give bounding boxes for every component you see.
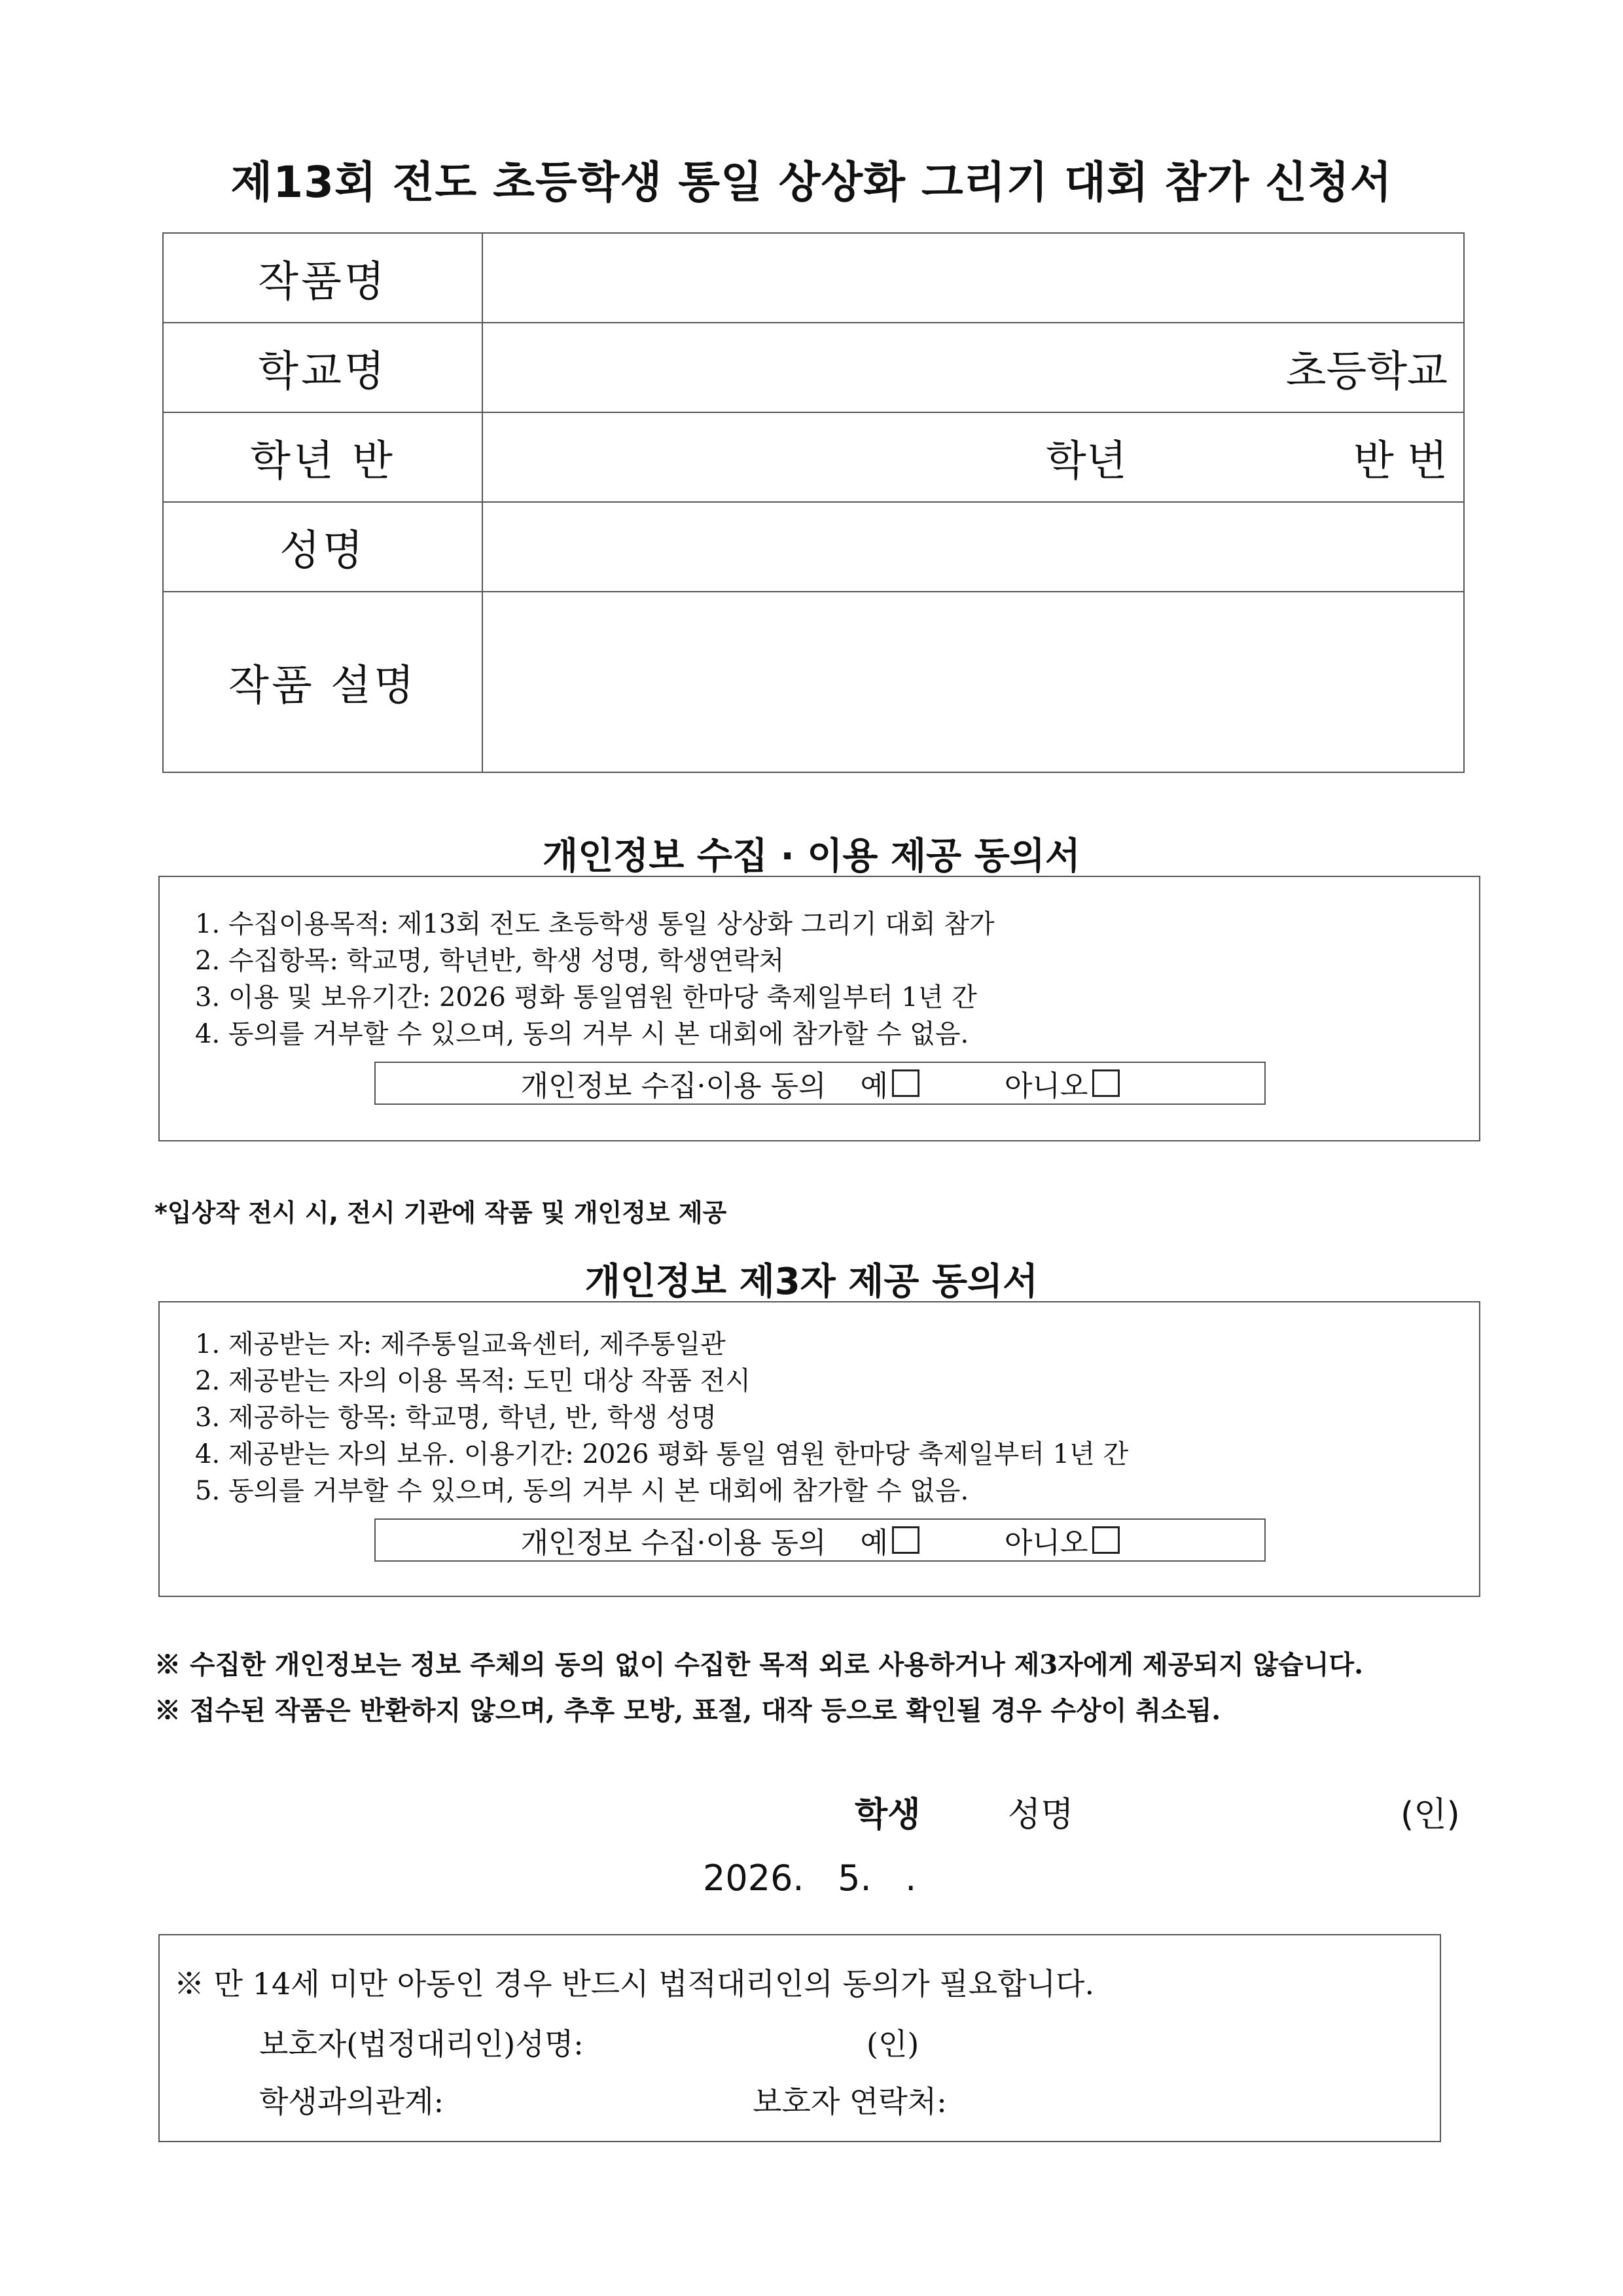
third-party-box xyxy=(158,1301,1480,1597)
list-item: 2. 수집항목: 학교명, 학년반, 학생 성명, 학생연락처 xyxy=(195,946,785,976)
list-item: 4. 동의를 거부할 수 있으며, 동의 거부 시 본 대회에 참가할 수 없음. xyxy=(195,1019,969,1049)
artwork-title-field[interactable] xyxy=(483,234,1463,322)
description-field[interactable] xyxy=(483,592,1463,772)
student-label: 학생 xyxy=(855,1795,921,1835)
grade-class-label: 학년 반 xyxy=(164,413,483,501)
privacy-notice: ※ 수집한 개인정보는 정보 주체의 동의 없이 수집한 목적 외로 사용하거나 제3자에게 제공되지 않습니다. xyxy=(154,1649,1364,1680)
yes-label: 예 xyxy=(860,1526,888,1560)
description-label: 작품 설명 xyxy=(164,592,483,772)
list-item: 5. 동의를 거부할 수 있으며, 동의 거부 시 본 대회에 참가할 수 없음. xyxy=(195,1476,969,1506)
form-row-description xyxy=(164,592,1463,772)
privacy-collection-box xyxy=(158,876,1480,1141)
exhibition-note: *입상작 전시 시, 전시 기관에 작품 및 개인정보 제공 xyxy=(154,1198,727,1227)
school-suffix: 초등학교 xyxy=(1285,347,1448,396)
list-item: 3. 이용 및 보유기간: 2026 평화 통일염원 한마당 축제일부터 1년 간 xyxy=(195,982,977,1013)
yes-checkbox[interactable] xyxy=(892,1526,919,1554)
no-label: 아니오 xyxy=(1005,1069,1088,1103)
yes-checkbox[interactable] xyxy=(892,1069,919,1097)
relation-label: 학생과의관계: xyxy=(259,2084,444,2119)
no-label: 아니오 xyxy=(1005,1526,1088,1560)
no-checkbox[interactable] xyxy=(1092,1526,1120,1554)
artwork-notice: ※ 접수된 작품은 반환하지 않으며, 추후 모방, 표절, 대작 등으로 확인될 경우 수상이 취소됨. xyxy=(154,1695,1221,1726)
page-title: 제13회 전도 초등학생 통일 상상화 그리기 대회 참가 신청서 xyxy=(230,157,1393,207)
list-item: 1. 수집이용목적: 제13회 전도 초등학생 통일 상상화 그리기 대회 참가 xyxy=(195,909,995,939)
guardian-warning: ※ 만 14세 미만 아동인 경우 반드시 법적대리인의 동의가 필요합니다. xyxy=(174,1966,1095,2001)
yes-label: 예 xyxy=(860,1069,888,1103)
consent-label: 개인정보 수집·이용 동의 xyxy=(520,1526,827,1560)
application-form-table xyxy=(162,232,1465,773)
form-row-name xyxy=(164,503,1463,592)
list-item: 3. 제공하는 항목: 학교명, 학년, 반, 학생 성명 xyxy=(195,1403,717,1433)
grade-class-field[interactable] xyxy=(483,413,1463,501)
privacy-collection-consent-row xyxy=(374,1062,1266,1105)
guardian-seal: (인) xyxy=(866,2026,919,2062)
list-item: 2. 제공받는 자의 이용 목적: 도민 대상 작품 전시 xyxy=(195,1366,751,1396)
school-label: 학교명 xyxy=(164,323,483,412)
name-label: 성명 xyxy=(164,503,483,591)
grade-suffix: 학년 xyxy=(1046,437,1127,486)
guardian-name-label: 보호자(법정대리인)성명: xyxy=(259,2026,584,2062)
guardian-consent-box xyxy=(158,1934,1441,2142)
school-field[interactable] xyxy=(483,323,1463,412)
third-party-list xyxy=(195,1326,1128,1509)
list-item: 1. 제공받는 자: 제주통일교육센터, 제주통일관 xyxy=(195,1329,726,1359)
guardian-contact-label: 보호자 연락처: xyxy=(753,2084,947,2119)
application-date: 2026. 5. . xyxy=(703,1857,917,1899)
privacy-collection-title: 개인정보 수집 · 이용 제공 동의서 xyxy=(542,835,1080,878)
privacy-collection-list xyxy=(195,906,995,1052)
name-field[interactable] xyxy=(483,503,1463,591)
number-suffix: 번 xyxy=(1407,437,1448,486)
no-checkbox[interactable] xyxy=(1092,1069,1120,1097)
consent-label: 개인정보 수집·이용 동의 xyxy=(520,1069,827,1103)
class-suffix: 반 xyxy=(1353,437,1394,486)
form-row-grade-class xyxy=(164,413,1463,503)
artwork-title-label: 작품명 xyxy=(164,234,483,322)
student-seal: (인) xyxy=(1400,1795,1460,1835)
form-row-school xyxy=(164,323,1463,413)
third-party-title: 개인정보 제3자 제공 동의서 xyxy=(584,1261,1039,1303)
third-party-consent-row xyxy=(374,1518,1266,1562)
form-row-artwork-title xyxy=(164,234,1463,323)
list-item: 4. 제공받는 자의 보유. 이용기간: 2026 평화 통일 염원 한마당 축제일부터 1년 간 xyxy=(195,1439,1129,1469)
student-name-label: 성명 xyxy=(1008,1795,1074,1835)
